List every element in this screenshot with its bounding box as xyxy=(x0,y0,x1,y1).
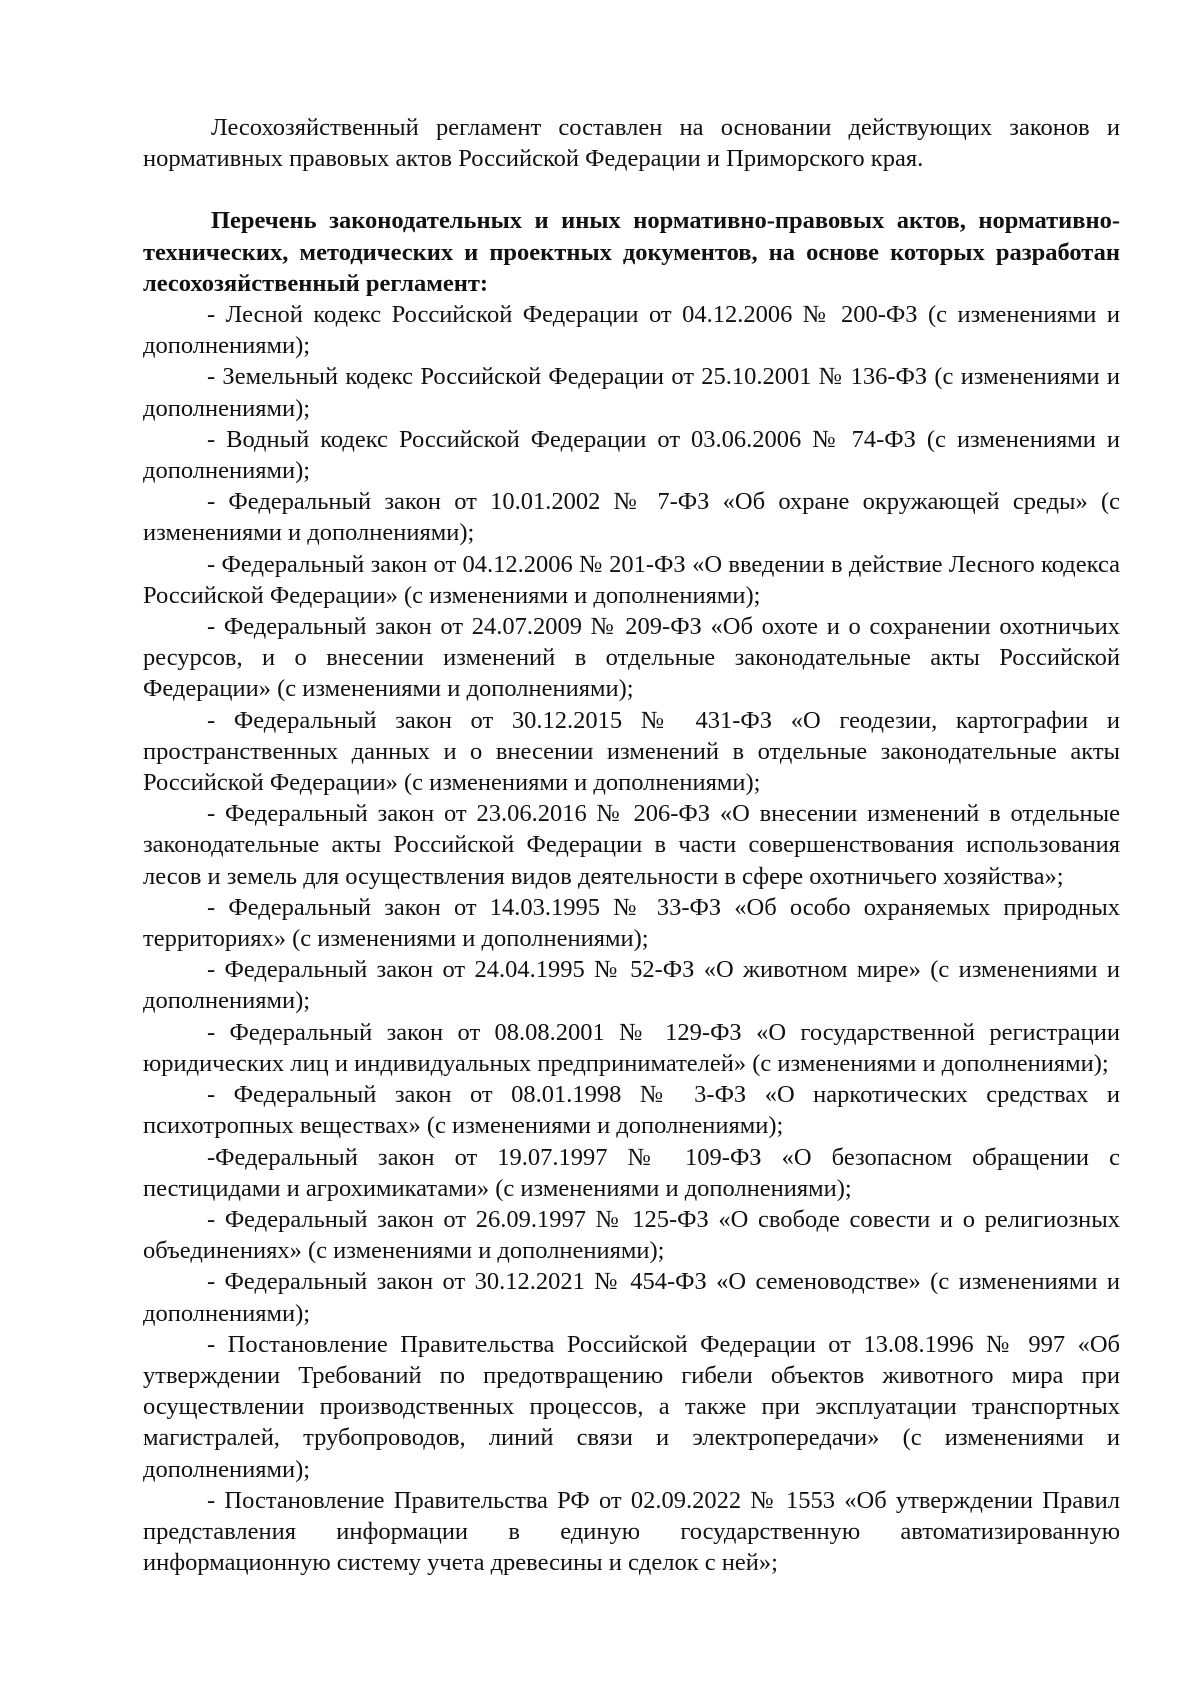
list-item: -Федеральный закон от 19.07.1997 № 109-ФЗ «О безопасном обращении с пестицидами и агрохимикатами» (с изменениями и дополнениями); xyxy=(143,1143,1120,1202)
list-item: - Федеральный закон от 24.04.1995 № 52-ФЗ «О животном мире» (с изменениями и дополнениями); xyxy=(143,956,1120,1015)
intro-paragraph: Лесохозяйственный регламент составлен на основании действующих законов и нормативных правовых актов Российской Федерации и Приморского края. xyxy=(143,114,1120,173)
list-item: - Федеральный закон от 23.06.2016 № 206-ФЗ «О внесении изменений в отдельные законодательные акты Российской Федерации в части совершенствования использования лесов и земель для осуществления видов деятельности в сфере охотничьего хозяйства»; xyxy=(143,800,1120,890)
list-item: - Федеральный закон от 04.12.2006 № 201-ФЗ «О введении в действие Лесного кодекса Российской Федерации» (с изменениями и дополнениями); xyxy=(143,550,1120,609)
list-item: - Федеральный закон от 08.01.1998 № 3-ФЗ «О наркотических средствах и психотропных веществах» (с изменениями и дополнениями); xyxy=(143,1081,1120,1140)
list-item: - Федеральный закон от 24.07.2009 № 209-ФЗ «Об охоте и о сохранении охотничьих ресурсов, и о внесении изменений в отдельные законодательные акты Российской Федерации» (с изменениями и дополнениями); xyxy=(143,613,1120,703)
list-item: - Земельный кодекс Российской Федерации от 25.10.2001 № 136-ФЗ (с изменениями и дополнениями); xyxy=(143,363,1120,422)
list-item: - Постановление Правительства Российской Федерации от 13.08.1996 № 997 «Об утверждении Требований по предотвращению гибели объектов животного мира при осуществлении производственных процессов, а также при эксплуатации транспортных магистралей, трубопроводов, линий связи и электропередачи» (с изменениями и дополнениями); xyxy=(143,1330,1120,1483)
document-page xyxy=(143,112,1120,1578)
list-item: - Федеральный закон от 10.01.2002 № 7-ФЗ «Об охране окружающей среды» (с изменениями и дополнениями); xyxy=(143,488,1120,547)
list-item: - Федеральный закон от 08.08.2001 № 129-ФЗ «О государственной регистрации юридических лиц и индивидуальных предпринимателей» (с изменениями и дополнениями); xyxy=(143,1018,1120,1077)
list-heading: Перечень законодательных и иных нормативно-правовых актов, нормативно-технических, методических и проектных документов, на основе которых разработан лесохозяйственный регламент: xyxy=(143,207,1120,297)
legal-acts-list xyxy=(143,299,1120,1578)
list-item: - Федеральный закон от 14.03.1995 № 33-ФЗ «Об особо охраняемых природных территориях» (с изменениями и дополнениями); xyxy=(143,893,1120,953)
list-item: - Федеральный закон от 26.09.1997 № 125-ФЗ «О свободе совести и о религиозных объединениях» (с изменениями и дополнениями); xyxy=(143,1205,1120,1265)
list-item: - Водный кодекс Российской Федерации от 03.06.2006 № 74-ФЗ (с изменениями и дополнениями); xyxy=(143,425,1120,485)
list-item: - Федеральный закон от 30.12.2021 № 454-ФЗ «О семеноводстве» (с изменениями и дополнениями); xyxy=(143,1268,1120,1327)
list-item: - Лесной кодекс Российской Федерации от 04.12.2006 № 200-ФЗ (с изменениями и дополнениями); xyxy=(143,301,1120,360)
list-item: - Постановление Правительства РФ от 02.09.2022 № 1553 «Об утверждении Правил представления информации в единую государственную автоматизированную информационную систему учета древесины и сделок с ней»; xyxy=(143,1486,1120,1577)
list-item: - Федеральный закон от 30.12.2015 № 431-ФЗ «О геодезии, картографии и пространственных данных и о внесении изменений в отдельные законодательные акты Российской Федерации» (с изменениями и дополнениями); xyxy=(143,706,1120,797)
